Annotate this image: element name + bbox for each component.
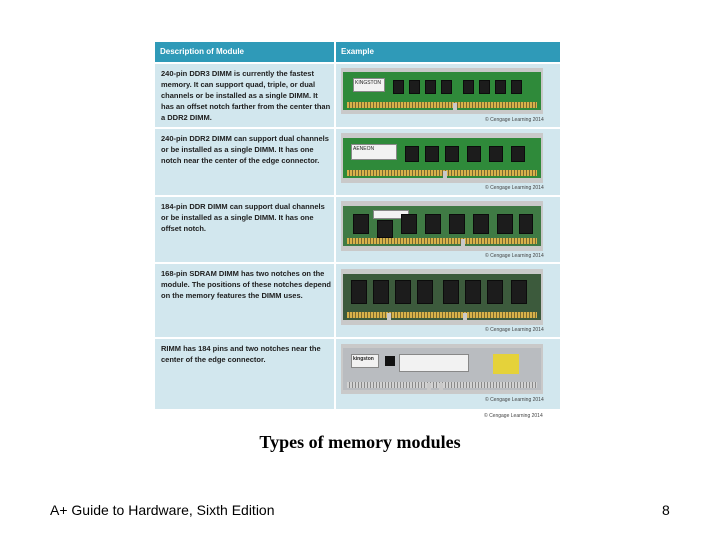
ddr2-label: AENEON: [351, 144, 397, 160]
ddr2-dimm-photo: [341, 133, 543, 183]
table-row-rimm: [155, 337, 560, 409]
page-number: 8: [662, 502, 670, 518]
memory-chip: [401, 214, 417, 234]
copyright-note: © Cengage Learning 2014: [485, 185, 544, 191]
memory-chip: [377, 220, 393, 238]
memory-chip: [489, 146, 503, 162]
header-example: Example: [336, 42, 560, 62]
memory-chip: [395, 280, 411, 304]
row-description: 184-pin DDR DIMM can support dual channels or be installed as a single DIMM. It has one offset notch.: [161, 202, 325, 233]
copyright-note: © Cengage Learning 2014: [485, 253, 544, 259]
figure-caption: Types of memory modules: [259, 432, 461, 452]
memory-chip: [425, 146, 439, 162]
memory-chip: [405, 146, 419, 162]
memory-chip: [393, 80, 404, 94]
ddr3-dimm-photo: [341, 68, 543, 114]
memory-chip: [479, 80, 490, 94]
book-title: A+ Guide to Hardware, Sixth Edition: [50, 502, 275, 518]
row-description: RIMM has 184 pins and two notches near the center of the edge connector.: [161, 344, 321, 364]
memory-chip: [519, 214, 533, 234]
table-row-ddr2: [155, 127, 560, 195]
memory-chip: [409, 80, 420, 94]
header-description: Description of Module: [155, 42, 334, 62]
ddr3-pcb: [343, 72, 541, 110]
row-description: 240-pin DDR3 DIMM is currently the fastest memory. It can support quad, triple, or dual channels or be installed as a single DIMM. It has an offset notch farther from the center than a DDR2 DIMM.: [161, 69, 331, 122]
memory-chip: [353, 214, 369, 234]
edge-notch: [443, 171, 447, 178]
hologram-sticker: [493, 354, 519, 374]
memory-chip: [473, 214, 489, 234]
edge-notch: [453, 103, 457, 110]
memory-chip: [511, 80, 522, 94]
copyright-note: © Cengage Learning 2014: [485, 397, 544, 403]
memory-chip: [425, 214, 441, 234]
edge-connector: [347, 102, 537, 108]
sdram-dimm-photo: [341, 269, 543, 325]
rimm-part-label: [399, 354, 469, 372]
memory-chip: [417, 280, 433, 304]
memory-module-table: [155, 42, 560, 409]
sdram-pcb: [343, 274, 541, 320]
edge-connector: [347, 312, 537, 318]
memory-chip: [497, 214, 513, 234]
row-description: 240-pin DDR2 DIMM can support dual channels or be installed as a single DIMM. It has one notch near the center of the edge connector.: [161, 134, 329, 165]
memory-chip: [463, 80, 474, 94]
rimm-photo: [341, 344, 543, 394]
memory-chip: [511, 280, 527, 304]
memory-chip: [511, 146, 525, 162]
warning-logo: [385, 356, 395, 366]
column-divider: [334, 42, 336, 409]
edge-notch: [387, 313, 391, 320]
memory-chip: [425, 80, 436, 94]
figure-copyright: © Cengage Learning 2014: [484, 413, 543, 419]
ddr-pcb: [343, 206, 541, 246]
memory-chip: [467, 146, 481, 162]
row-description: 168-pin SDRAM DIMM has two notches on the module. The positions of these notches depend on the memory features the DIMM uses.: [161, 269, 332, 300]
table-row-sdram: [155, 262, 560, 337]
memory-chip: [445, 146, 459, 162]
edge-notch: [427, 383, 431, 390]
memory-chip: [441, 80, 452, 94]
table-row-ddr: [155, 195, 560, 262]
memory-chip: [373, 280, 389, 304]
copyright-note: © Cengage Learning 2014: [485, 327, 544, 333]
memory-chip: [487, 280, 503, 304]
table-row-ddr3: [155, 62, 560, 127]
memory-chip: [443, 280, 459, 304]
memory-chip: [449, 214, 465, 234]
edge-notch: [463, 313, 467, 320]
edge-connector: [347, 238, 537, 244]
memory-chip: [351, 280, 367, 304]
memory-chip: [495, 80, 506, 94]
rimm-label: kingston: [351, 354, 379, 368]
copyright-note: © Cengage Learning 2014: [485, 117, 544, 123]
edge-connector: [347, 170, 537, 176]
ddr3-label: KINGSTON: [353, 78, 385, 92]
ddr2-pcb: [343, 138, 541, 178]
memory-modules-figure: [155, 42, 560, 422]
rimm-heat-spreader: [343, 348, 541, 390]
edge-notch: [439, 383, 443, 390]
memory-chip: [465, 280, 481, 304]
edge-notch: [461, 239, 465, 246]
ddr-dimm-photo: [341, 201, 543, 251]
